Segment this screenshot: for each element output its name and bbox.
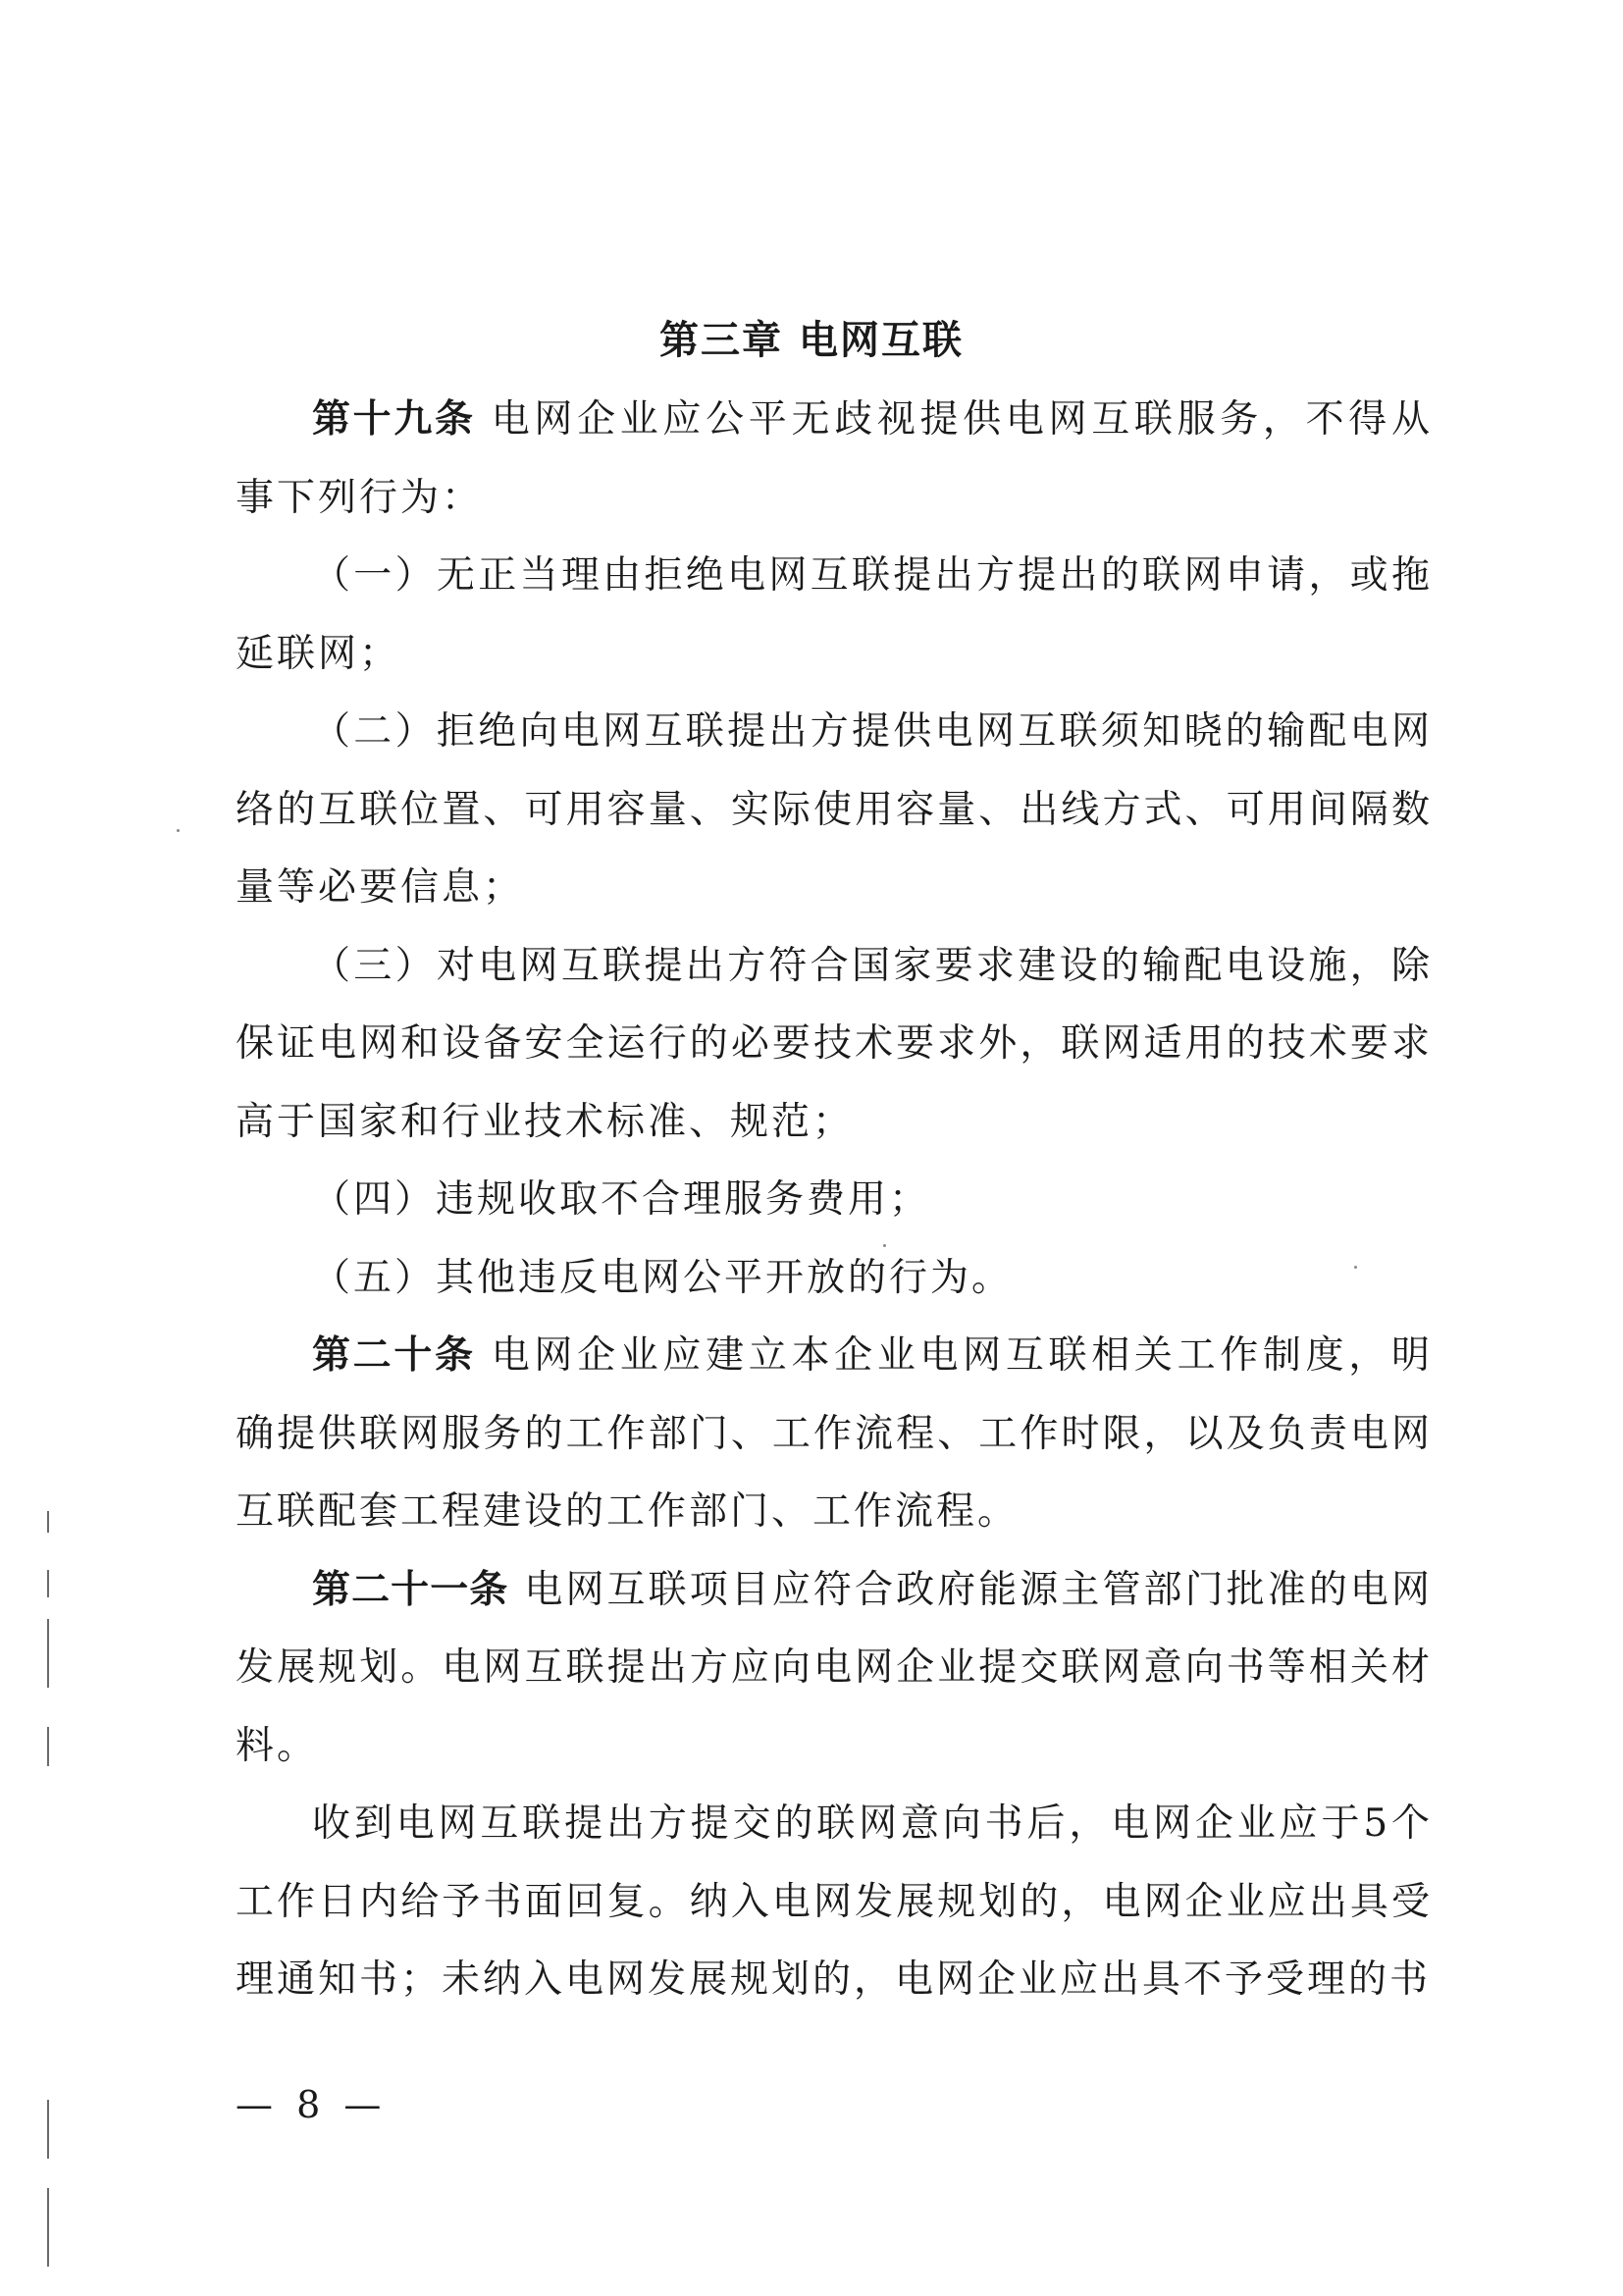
scan-mark — [47, 2100, 49, 2159]
article-text: 电网企业应公平无歧视提供电网互联服务，不得从事下列行为： — [236, 397, 1433, 520]
list-item: （二）拒绝向电网互联提出方提供电网互联须知晓的输配电网络的互联位置、可用容量、实际使用容量、出线方式、可用间隔数量等必要信息； — [236, 709, 1433, 910]
scan-mark — [47, 1727, 49, 1766]
paragraph: 收到电网互联提出方提交的联网意向书后，电网企业应于5个工作日内给予书面回复。纳入电网发展规划的，电网企业应出具受理通知书；未纳入电网发展规划的，电网企业应出具不予受理的书 — [236, 1801, 1433, 2002]
list-item: （五）其他违反电网公平开放的行为。 — [312, 1255, 1014, 1300]
article-number: 第二十一条 — [312, 1567, 509, 1612]
page-number: — 8 — — [236, 2083, 388, 2126]
article-text: 电网企业应建立本企业电网互联相关工作制度，明确提供联网服务的工作部门、工作流程、工作时限，以及负责电网互联配套工程建设的工作部门、工作流程。 — [236, 1333, 1433, 1534]
scan-mark — [47, 2188, 49, 2267]
article-number: 第二十条 — [312, 1333, 476, 1378]
scan-speck — [883, 1244, 886, 1247]
list-item: （三）对电网互联提出方符合国家要求建设的输配电设施，除保证电网和设备安全运行的必要技术要求外，联网适用的技术要求高于国家和行业技术标准、规范； — [236, 943, 1433, 1144]
scan-speck — [1354, 1266, 1357, 1269]
scan-mark — [47, 1570, 49, 1597]
list-item: （一）无正当理由拒绝电网互联提出方提出的联网申请，或拖延联网； — [236, 553, 1433, 676]
body-text — [236, 381, 1433, 2019]
article-text: 电网互联项目应符合政府能源主管部门批准的电网发展规划。电网互联提出方应向电网企业提交联网意向书等相关材料。 — [236, 1567, 1433, 1768]
article-21 — [236, 1551, 1433, 1786]
article-20 — [236, 1317, 1433, 1551]
scan-mark — [47, 1511, 49, 1533]
chapter-title: 第三章 电网互联 — [659, 318, 964, 363]
scan-speck — [177, 829, 180, 832]
article-19 — [236, 381, 1433, 537]
article-number: 第十九条 — [312, 397, 476, 442]
scan-mark — [47, 1619, 49, 1688]
list-item: （四）违规收取不合理服务费用； — [312, 1177, 931, 1222]
